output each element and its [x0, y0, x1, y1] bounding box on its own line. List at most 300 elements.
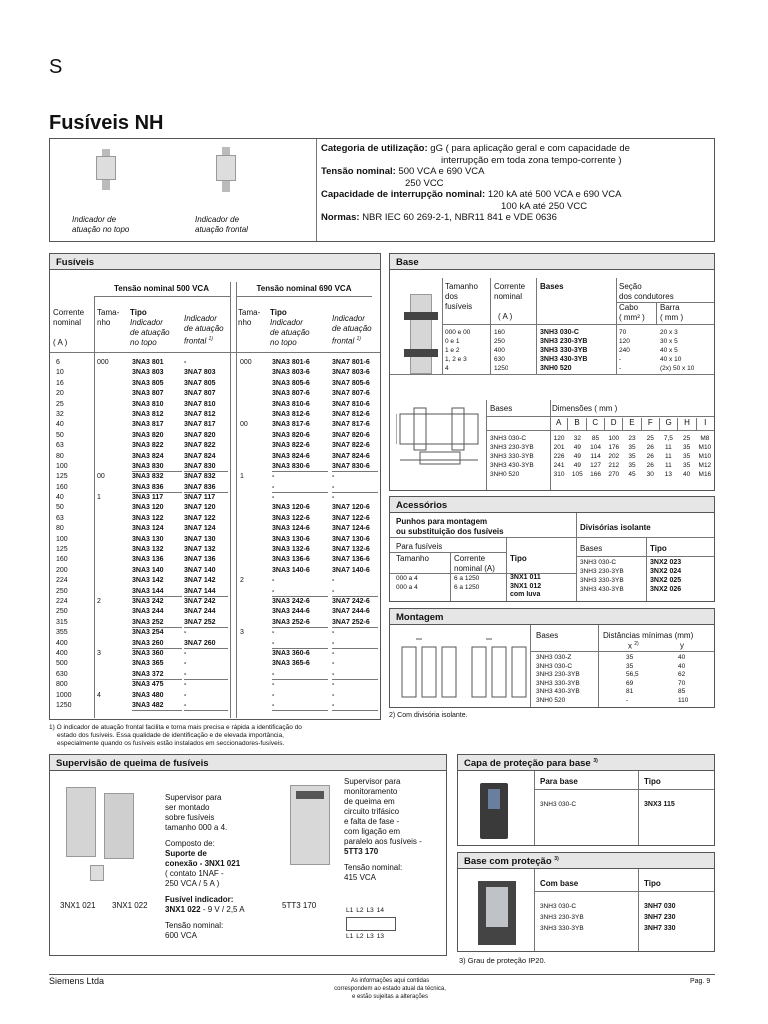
- cell: [240, 389, 266, 399]
- cell: 3NA7 122-6: [332, 514, 370, 522]
- cell: 3NA7 805-6: [332, 379, 370, 387]
- supervisor-3nx1-image: [60, 783, 146, 883]
- sup-d2-2: monitoramento: [344, 787, 398, 796]
- sup-d2-3: de queima em: [344, 797, 395, 806]
- cell: 3NA3 242: [132, 597, 164, 605]
- dim-letter: B: [567, 418, 585, 430]
- dim-cell: 40: [683, 471, 691, 478]
- cell: 3NA3 810-6: [272, 400, 310, 408]
- punhos-1: Punhos para montagem: [396, 517, 488, 526]
- dim-cell: 114: [590, 453, 601, 460]
- cell: 80: [56, 525, 64, 533]
- cell: [240, 545, 266, 555]
- cell: 160: [56, 556, 68, 564]
- base-col-barra: [660, 328, 694, 373]
- base-title: Base: [390, 254, 714, 270]
- cell: 3NA3 822: [132, 442, 164, 450]
- cell: 3NA3 805-6: [272, 379, 310, 387]
- cell: 3NA3 801-6: [272, 359, 310, 366]
- dim-cell: 32: [573, 435, 581, 442]
- cell: 100: [56, 535, 68, 543]
- dim-cell: 30: [646, 471, 654, 478]
- cell: 3NA3 242-6: [272, 597, 310, 605]
- cell: -: [272, 670, 328, 680]
- mont-h-y: y: [680, 641, 684, 650]
- h-topo690-1: Indicador: [270, 318, 303, 327]
- cell: 3NA3 836: [132, 483, 182, 493]
- cell: [97, 555, 127, 565]
- base-h-barra-2: ( mm ): [660, 313, 684, 322]
- dim-cell: M16: [698, 471, 712, 478]
- col-top500: [132, 358, 182, 711]
- cell: [240, 493, 266, 503]
- acc-h-corrente-1: Corrente: [454, 554, 486, 563]
- header-690: Tensão nominal 690 VCA: [256, 284, 352, 293]
- cell: 40 x 5: [660, 347, 678, 354]
- cell: 40: [678, 662, 686, 670]
- mont-h-dist: Distâncias mínimas (mm): [603, 631, 694, 640]
- base-box: [389, 253, 715, 491]
- base-col-tam: [445, 328, 470, 373]
- sup-composto: Composto de:: [165, 839, 215, 848]
- cell: 3NH0 520: [536, 696, 566, 704]
- cell: 3NA7 810: [184, 400, 216, 408]
- cell: 3NA7 807: [184, 390, 216, 398]
- sup-s4: 250 VCA / 5 A ): [165, 879, 220, 888]
- cell: -: [332, 670, 378, 680]
- cell: [97, 441, 127, 451]
- cell: 224: [56, 597, 68, 605]
- h-tam690-2: nho: [238, 318, 252, 327]
- sup-d1-4: tamanho 000 a 4.: [165, 823, 228, 832]
- cell: 3NA7 832: [184, 473, 216, 481]
- cell: [97, 368, 127, 378]
- dim-cell: 11: [665, 444, 672, 451]
- cell: -: [272, 577, 275, 585]
- cell: [240, 587, 266, 597]
- caption-front-1: Indicador de: [195, 215, 240, 224]
- cell: 3NA7 132: [184, 546, 216, 554]
- cell: [97, 545, 127, 555]
- cell: 3NA3 252: [132, 618, 182, 628]
- dim-letter: F: [641, 418, 659, 430]
- term-bot-l2: L2: [356, 933, 364, 940]
- cell: 000 a 4: [396, 583, 418, 591]
- punhos-2: ou substituição dos fusíveis: [396, 526, 504, 536]
- dim-cell: 49: [573, 462, 581, 469]
- h-tipo500: Tipo: [130, 308, 147, 317]
- cell: -: [184, 691, 187, 699]
- cell: 3NA3 812: [132, 410, 164, 418]
- dim-cell: M8: [700, 435, 710, 442]
- cell: 3NA7 130-6: [332, 535, 370, 543]
- dim-cell: 11: [665, 453, 672, 460]
- cell: -: [272, 483, 328, 493]
- fuse-image-top-indicator: [94, 149, 118, 191]
- normas-label: Normas:: [321, 212, 360, 223]
- cell: 20: [56, 390, 64, 398]
- cell: 400: [56, 639, 68, 647]
- capa-sup: 3): [593, 758, 598, 764]
- cell: 3NH3 030-C: [536, 662, 573, 670]
- h-tam500-1: Tama-: [97, 308, 120, 317]
- cell: 3NH3 030-Z: [536, 654, 572, 661]
- cell: 200: [56, 566, 68, 574]
- cell: [97, 514, 127, 524]
- acessorios-box: [389, 496, 715, 602]
- cell: 10: [56, 369, 64, 377]
- cell: 1250: [494, 365, 509, 372]
- cell: [240, 618, 266, 628]
- cell: -: [332, 660, 335, 668]
- mont-col-bases: [536, 654, 580, 706]
- cell: 3NA7 820: [184, 431, 216, 439]
- cell: -: [332, 681, 335, 689]
- cell: 3NA7 836: [184, 483, 228, 493]
- base-col-bases: [540, 328, 587, 373]
- mont-col-x: [626, 654, 639, 706]
- cell: 3NA3 132: [132, 546, 164, 554]
- cell: 250: [494, 338, 505, 345]
- cell: [97, 524, 127, 534]
- cell: 125: [56, 546, 68, 554]
- dim-cell: 45: [628, 471, 636, 478]
- cell: [240, 410, 266, 420]
- header-500: Tensão nominal 500 VCA: [114, 284, 209, 293]
- col-top690: [272, 358, 328, 711]
- dim-row: [486, 470, 714, 479]
- cell: [97, 701, 127, 711]
- cell: -: [184, 660, 187, 668]
- cell: [240, 597, 266, 607]
- fusiveis-footnote-3: especialmente quando os fusíveis estão instalados em seccionadores-fusíveis.: [57, 740, 285, 747]
- dim-cell: 241: [553, 462, 565, 469]
- cell: [240, 379, 266, 389]
- tensao-label: Tensão nominal:: [321, 166, 396, 177]
- montagem-note: 2) Com divisória isolante.: [389, 712, 468, 719]
- base-col-cor: [494, 328, 508, 373]
- footer-company: Siemens Ltda: [49, 976, 105, 986]
- cell: 6: [56, 359, 60, 366]
- cell: [240, 535, 266, 545]
- dim-cell: 202: [608, 453, 620, 460]
- cell: 3NA3 360: [132, 649, 164, 657]
- cell: 1: [97, 494, 101, 502]
- dim-cell: 26: [646, 444, 654, 451]
- cell: [97, 389, 127, 399]
- cell: -: [272, 473, 275, 481]
- acessorios-title: Acessórios: [390, 497, 714, 513]
- cell: -: [184, 359, 187, 366]
- capa-box: [457, 754, 715, 846]
- cell: 3NA7 124-6: [332, 525, 370, 533]
- base-dimension-drawing: [396, 404, 482, 474]
- caption-top-1: Indicador de: [72, 215, 117, 224]
- dim-cell: 85: [591, 435, 600, 442]
- cell: 4: [445, 365, 449, 372]
- basecp-title: [458, 853, 714, 869]
- cell: [240, 659, 266, 669]
- cell: [240, 555, 266, 565]
- cell: 00: [97, 473, 105, 481]
- dim-cell: 3NH0 520: [490, 471, 520, 478]
- cell: 3NA3 830-6: [272, 462, 328, 472]
- dim-letters: [550, 418, 714, 430]
- cell: 3NA7 244-6: [332, 608, 370, 616]
- h-front690-2: de atuação: [332, 324, 372, 333]
- dim-cell: 127: [590, 462, 601, 469]
- cell: [240, 514, 266, 524]
- cell: [240, 483, 266, 493]
- cell: 3NA7 140: [184, 566, 216, 574]
- acc-h-corrente-2: nominal (A): [454, 564, 495, 573]
- capa-h-tipo: Tipo: [644, 777, 661, 786]
- cell: 3NA7 817-6: [332, 421, 370, 429]
- cell: 3NA3 142: [132, 577, 164, 585]
- dim-cell: 35: [628, 444, 636, 451]
- cell: 3NA3 803: [132, 369, 164, 377]
- cell: [97, 503, 127, 513]
- dim-cell: 35: [628, 462, 636, 469]
- sup-t2: 600 VCA: [165, 931, 198, 940]
- capa-h-base: Para base: [540, 777, 578, 786]
- cell: [240, 441, 266, 451]
- cell: 3NA3 824: [132, 452, 164, 460]
- fusiveis-footnote-2: estado dos fusíveis. Essa qualidade de identificação e de elevada importância,: [57, 732, 284, 739]
- sup-f1: Fusível indicador:: [165, 895, 234, 904]
- cell: 3NA7 122: [184, 514, 216, 522]
- dim-letter: G: [659, 418, 677, 430]
- cell: 1: [240, 473, 244, 481]
- term-top-14: 14: [376, 907, 384, 914]
- cell: 1000: [56, 691, 72, 699]
- h-corrente-2: nominal: [53, 318, 82, 327]
- cell: 3NA3 254: [132, 629, 164, 637]
- div-title: Divisórias isolante: [580, 523, 651, 532]
- cell: 3NH3 230-3YB: [540, 338, 588, 345]
- cell: 20 x 3: [660, 329, 678, 336]
- cell: [240, 566, 266, 576]
- cell: [97, 535, 127, 545]
- cell: [97, 462, 127, 472]
- footer-info-1: As informações aqui contidas: [350, 978, 430, 984]
- cell: 3NA7 120-6: [332, 504, 370, 512]
- label-3nx1-022: 3NX1 022: [112, 901, 148, 910]
- term-top-l2: L2: [356, 907, 364, 914]
- base-h-tam-2: dos: [445, 292, 458, 301]
- base-h-bases: Bases: [540, 282, 564, 291]
- acc-h-tipo: Tipo: [510, 554, 527, 563]
- cell: 3NH3 230-3YB: [536, 671, 580, 679]
- dim-cell: 270: [608, 471, 620, 478]
- base-h-cabo-1: Cabo: [619, 303, 639, 312]
- capa-tipo: 3NX3 115: [644, 801, 675, 808]
- base-h-barra-1: Barra: [660, 303, 680, 312]
- footer-page: Pag. 9: [690, 978, 711, 985]
- div-h-bases: Bases: [580, 544, 603, 553]
- cell: 2: [97, 597, 101, 605]
- capa-image: [474, 779, 514, 841]
- cell: 3NH3 430-3YB: [536, 688, 580, 696]
- cell: -: [332, 639, 378, 649]
- cell: 0 e 1: [445, 338, 460, 345]
- cell: 3NA3 365-6: [272, 660, 310, 668]
- supervisao-title: Supervisão de queima de fusíveis: [50, 755, 446, 771]
- label-3nx1-021: 3NX1 021: [60, 901, 96, 910]
- basecp-sup: 3): [554, 856, 559, 862]
- cell: 3NA3 365: [132, 660, 164, 668]
- basecp-col-tipo: [644, 901, 676, 934]
- cell: 62: [678, 671, 686, 679]
- cell: 800: [56, 681, 68, 689]
- cell: 224: [56, 577, 68, 585]
- basecp-h-tipo: Tipo: [644, 879, 661, 888]
- cell: 315: [56, 618, 68, 626]
- cell: 3NH3 330-3YB: [540, 347, 588, 354]
- sup-d1-3: sobre fusíveis: [165, 813, 215, 822]
- div-h-tipo: Tipo: [650, 544, 667, 553]
- cell: 000: [240, 359, 252, 366]
- cell: 3NA7 120: [184, 504, 216, 512]
- sup-d1-2: ser montado: [165, 803, 210, 812]
- cell: -: [272, 629, 275, 637]
- dim-cell: 120: [553, 435, 565, 442]
- cell: 3NA7 242: [184, 597, 216, 605]
- cell: 3NA7 136-6: [332, 556, 370, 564]
- cell: [240, 452, 266, 462]
- cell: 3NH7 030: [644, 903, 676, 910]
- cell: [97, 670, 127, 680]
- dim-letter: D: [604, 418, 622, 430]
- cell: 3NA3 144: [132, 587, 182, 597]
- cell: 400: [494, 347, 505, 354]
- basecp-h-base: Com base: [540, 879, 579, 888]
- cell: [240, 639, 266, 649]
- tensao-value-2: 250 VCC: [405, 177, 444, 189]
- cell: 3NA3 124: [132, 525, 164, 533]
- dim-rows: [486, 434, 714, 479]
- cell: 3NA7 144: [184, 587, 228, 597]
- montagem-title: Montagem: [390, 609, 714, 625]
- cell: 3NA3 244: [132, 608, 164, 616]
- cell: 3NA7 803-6: [332, 369, 370, 377]
- fusiveis-box: [49, 253, 381, 720]
- sup-1b: 1): [356, 336, 361, 342]
- dim-h-bases: Bases: [490, 404, 513, 413]
- cell: -: [332, 577, 335, 585]
- fusiveis-title: Fusíveis: [50, 254, 380, 270]
- cell: 3NA3 140: [132, 566, 164, 574]
- dim-cell: 25: [683, 435, 691, 442]
- cell: 000 e 00: [445, 329, 471, 336]
- cell: 3NA7 812: [184, 410, 216, 418]
- supervisao-box: [49, 754, 447, 956]
- term-top-l3: L3: [366, 907, 374, 914]
- cell: 3NA7 822: [184, 442, 216, 450]
- cell: 3NA3 807: [132, 390, 164, 398]
- cell: 30 x 5: [660, 338, 678, 345]
- cell: -: [626, 696, 629, 704]
- dim-cell: M12: [698, 462, 712, 469]
- base-h-tam-3: fusíveis: [445, 302, 473, 311]
- cell: 630: [56, 670, 68, 678]
- cell: 80: [56, 452, 64, 460]
- cell: 25: [56, 400, 64, 408]
- cell: 3NA7 124: [184, 525, 216, 533]
- cell: 3NX2 025: [650, 577, 682, 584]
- h-tam500-2: nho: [97, 318, 111, 327]
- cell: 3NA3 820: [132, 431, 164, 439]
- cell: 1250: [56, 701, 72, 709]
- cell: 3NA7 132-6: [332, 546, 370, 554]
- tensao-value: 500 VCA e 690 VCA: [398, 166, 485, 177]
- cell: 500: [56, 660, 68, 668]
- acc-col-tipo: [510, 574, 541, 600]
- cell: 3NA3 120: [132, 504, 164, 512]
- dim-cell: 3NH3 030-C: [490, 435, 527, 442]
- col-front690: [332, 358, 378, 711]
- cell: [240, 503, 266, 513]
- fusiveis-footnote-1: 1) O indicador de atuação frontal facilita e torna mais precisa e rápida a identificação do: [49, 724, 302, 731]
- cell: 3NA3 817: [132, 421, 164, 429]
- cell: -: [184, 681, 187, 689]
- sup-d2b: 5TT3 170: [344, 847, 379, 856]
- dim-letter: A: [555, 418, 562, 427]
- cell: [97, 410, 127, 420]
- cell: [97, 587, 127, 597]
- h-topo500-3: no topo: [130, 338, 157, 347]
- cell: [97, 618, 127, 628]
- normas-value: NBR IEC 60 269-2-1, NBR11 841 e VDE 0636: [362, 212, 557, 223]
- cell: [97, 400, 127, 410]
- base-h-cor-2: nominal: [494, 292, 523, 301]
- montagem-box: [389, 608, 715, 708]
- cell: [240, 649, 266, 659]
- cell: -: [184, 649, 187, 657]
- cell: 3NH3 330-3YB: [536, 679, 580, 687]
- cell: 70: [678, 679, 686, 687]
- dim-cell: M10: [698, 453, 712, 460]
- cell: 3NA7 810-6: [332, 400, 370, 408]
- para-fusiveis: Para fusíveis: [396, 542, 443, 551]
- cell: 3NA3 252-6: [272, 618, 328, 628]
- cell: 3NA7 824-6: [332, 452, 370, 460]
- sup-d2-6: com ligação em: [344, 827, 401, 836]
- base-col-cabo: [619, 328, 630, 373]
- cell: [240, 670, 266, 680]
- sup-t4: 415 VCA: [344, 873, 377, 882]
- basecp-box: [457, 852, 715, 952]
- acc-col-tam: [396, 575, 418, 592]
- cell: 56,5: [626, 671, 639, 679]
- sup-f3: - 9 V / 2,5 A: [200, 905, 245, 914]
- cell: 6 a 1250: [454, 583, 480, 591]
- basecp-title-text: Base com proteção: [464, 856, 552, 868]
- dim-cell: 35: [683, 462, 691, 469]
- montagem-drawing: [396, 633, 528, 703]
- cell: 50: [56, 504, 64, 512]
- cell: [97, 680, 127, 690]
- cell: 630: [494, 356, 505, 363]
- h-topo690-2: de atuação: [270, 328, 310, 337]
- cell: [240, 701, 266, 711]
- dim-cell: 25: [646, 435, 654, 442]
- supervisor-5tt3-image: [288, 783, 332, 867]
- cell: 3NH7 230: [644, 914, 676, 921]
- col-front500: [184, 358, 228, 711]
- cell: 3NA3 475: [132, 681, 164, 689]
- cell: 3NA3 260: [132, 639, 182, 649]
